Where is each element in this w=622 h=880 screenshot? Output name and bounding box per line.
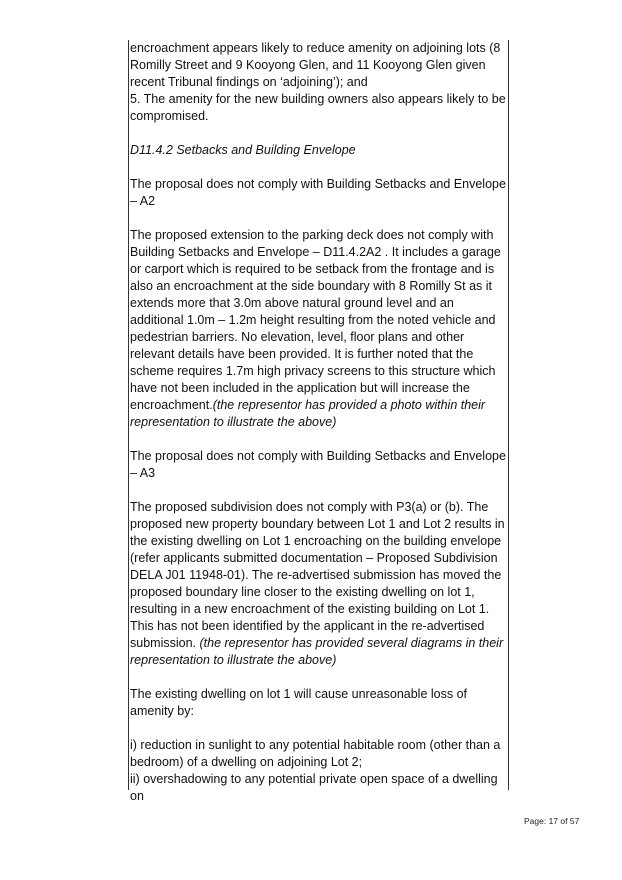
paragraph-noncompliance-a3: The proposal does not comply with Building Setbacks and Envelope – A3 (130, 449, 506, 480)
table-right-border (508, 40, 509, 790)
parking-deck-note: (the representor has provided a photo within their representation to illustrate the above) (130, 398, 486, 429)
section-heading: D11.4.2 Setbacks and Building Envelope (130, 143, 356, 157)
paragraph-item-ii: ii) overshadowing to any potential private open space of a dwelling on (130, 772, 498, 803)
paragraph-item-i: i) reduction in sunlight to any potential habitable room (other than a bedroom) of a dwelling on adjoining Lot 2; (130, 738, 501, 769)
subdivision-note: (the representor has provided several diagrams in their representation to illustrate the above) (130, 636, 504, 667)
page-number: Page: 17 of 57 (524, 816, 580, 826)
document-body (130, 40, 508, 805)
paragraph-amenity-loss: The existing dwelling on lot 1 will cause unreasonable loss of amenity by: (130, 687, 467, 718)
paragraph-subdivision (130, 499, 508, 669)
subdivision-text: The proposed subdivision does not comply with P3(a) or (b). The proposed new property boundary between Lot 1 and Lot 2 results in the existing dwelling on Lot 1 encroaching on the building envelope (refer applicants submitted documentation – Proposed Subdivision DELA J01 11948-01). The re-advertised submission has moved the proposed boundary line closer to the existing dwelling on lot 1, resulting in a new encroachment of the existing building on Lot 1. This has not been identified by the applicant in the re-advertised submission. (130, 500, 505, 650)
parking-deck-text: The proposed extension to the parking deck does not comply with Building Setbacks and Envelope – D11.4.2A2 . It includes a garage or carport which is required to be setback from the frontage and is also an encroachment at the side boundary with 8 Romilly St as it extends more that 3.0m above natural ground level and an additional 1.0m – 1.2m height resulting from the noted vehicle and pedestrian barriers. No elevation, level, floor plans and other relevant details have been provided. It is further noted that the scheme requires 1.7m high privacy screens to this structure which have not been included in the application but will increase the encroachment. (130, 228, 501, 412)
table-left-border (128, 40, 129, 790)
paragraph-noncompliance-a2: The proposal does not comply with Building Setbacks and Envelope – A2 (130, 177, 506, 208)
paragraph-item-5: 5. The amenity for the new building owners also appears likely to be compromised. (130, 92, 506, 123)
paragraph-encroachment: encroachment appears likely to reduce amenity on adjoining lots (8 Romilly Street and 9 Kooyong Glen, and 11 Kooyong Glen given recent Tribunal findings on ‘adjoining’); and (130, 41, 501, 89)
paragraph-parking-deck (130, 227, 508, 431)
